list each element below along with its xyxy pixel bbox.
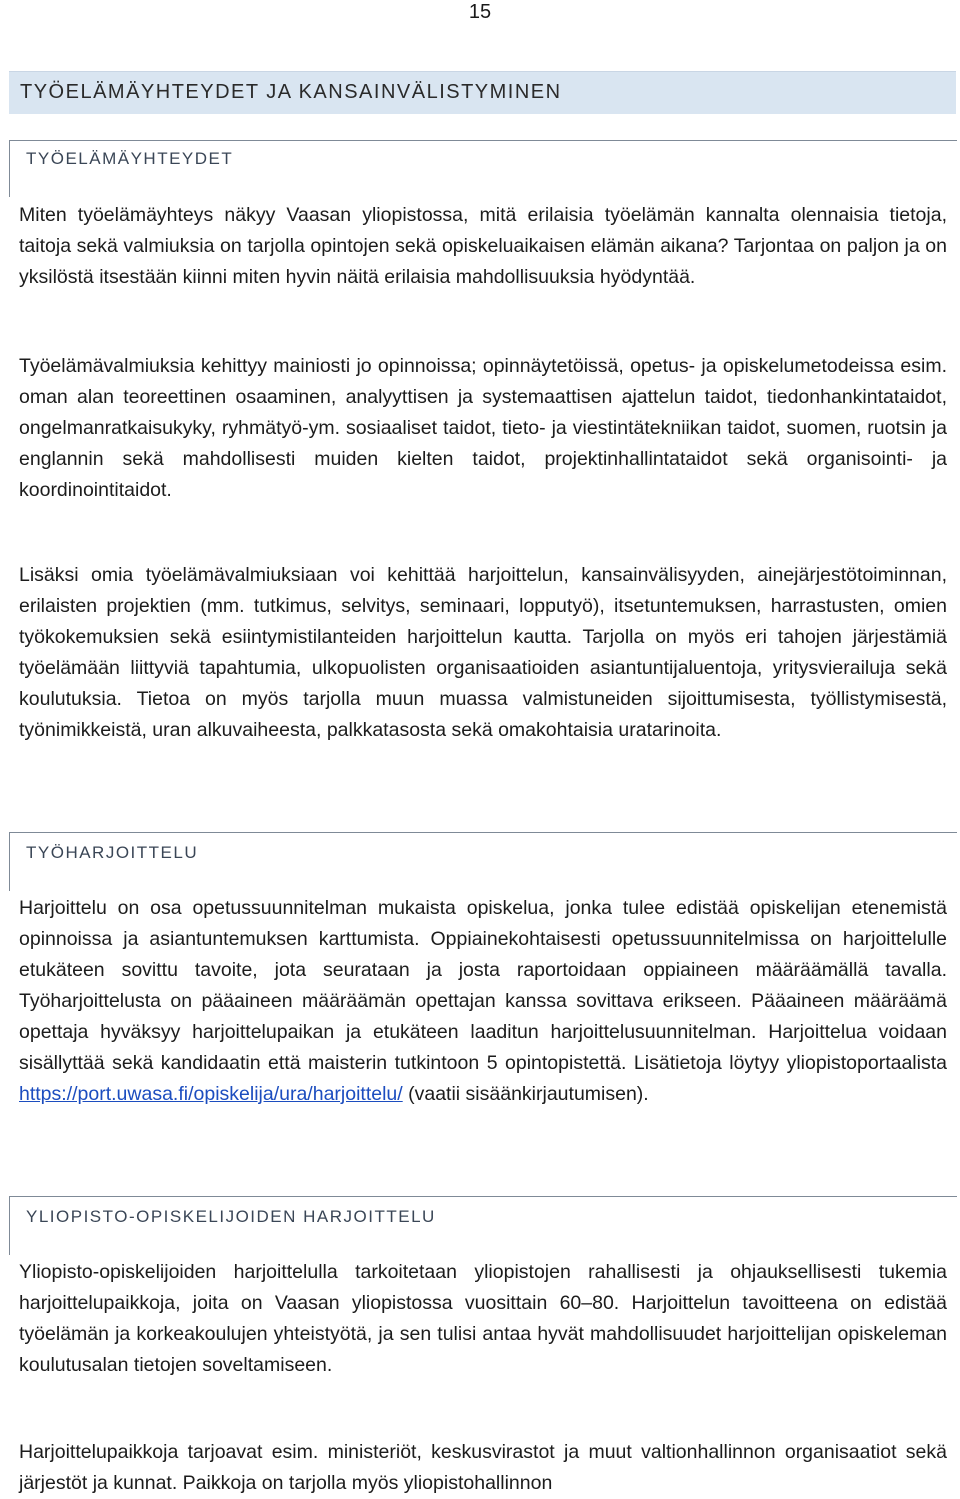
subsection-heading-tyoharjoittelu	[9, 832, 957, 891]
paragraph: Harjoittelupaikkoja tarjoavat esim. ministeriöt, keskusvirastot ja muut valtionhallinnon organisaatiot sekä järjestöt ja kunnat. Paikkoja on tarjolla myös yliopistohallinnon	[19, 1441, 947, 1494]
paragraph: Työelämävalmiuksia kehittyy mainiosti jo opinnoissa; opinnäytetöissä, opetus- ja opiskelumetodeissa esim. oman alan teoreettinen osaaminen, analyyttisen ja systemaattisen ajattelun taidot, tiedonhankintataidot, ongelmanratkaisukyky, ryhmätyö-ym. sosiaaliset taidot, tieto- ja viestintätekniikan taidot, suomen, ruotsin ja englannin sekä mahdollisesti muiden kielten taidot, projektinhallintataidot sekä organisointi- ja koordinointitaidot.	[19, 355, 947, 501]
main-heading-text: TYÖELÄMÄYHTEYDET JA KANSAINVÄLISTYMINEN	[20, 81, 562, 103]
paragraph	[19, 893, 947, 1110]
subsection-heading-text: TYÖELÄMÄYHTEYDET	[26, 149, 234, 168]
paragraph: Miten työelämäyhteys näkyy Vaasan yliopistossa, mitä erilaisia työelämän kannalta olennaisia tietoja, taitoja sekä valmiuksia on tarjolla opintojen sekä opiskeluaikaisen elämän aikana? Tarjontaa on paljon ja on yksilöstä itsestään kiinni miten hyvin näitä erilaisia mahdollisuuksia hyödyntää.	[19, 204, 947, 288]
paragraph-text: (vaatii sisäänkirjautumisen).	[402, 1083, 649, 1105]
subsection-heading-tyoelamayhteydet	[9, 140, 957, 197]
subsection-heading-text: YLIOPISTO-OPISKELIJOIDEN HARJOITTELU	[26, 1207, 436, 1226]
main-section-heading	[9, 71, 956, 114]
paragraph-text: Harjoittelu on osa opetussuunnitelman mukaista opiskelua, jonka tulee edistää opiskelijan etenemistä opinnoissa ja asiantuntemuksen karttumista. Oppiainekohtaisesti opetussuunnitelmissa on harjoittelulle etukäteen sovittu tavoite, jota seurataan ja josta raportoidaan oppiaineen määräämällä tavalla. Työharjoittelusta on pääaineen määräämän opettajan kanssa sovittava erikseen. Pääaineen määräämä opettaja hyväksyy harjoittelupaikan ja etukäteen laaditun harjoittelusuunnitelman. Harjoittelua voidaan sisällyttää sekä kandidaatin että maisterin tutkintoon 5 opintopistettä. Lisätietoja löytyy yliopistoportaalista	[19, 897, 947, 1074]
paragraph: Yliopisto-opiskelijoiden harjoittelulla tarkoitetaan yliopistojen rahallisesti ja ohjauksellisesti tukemia harjoittelupaikkoja, joita on Vaasan yliopistossa vuosittain 60–80. Harjoittelun tavoitteena on edistää työelämän ja korkeakoulujen yhteistyötä, ja sen tulisi antaa hyvät mahdollisuudet harjoittelijan opiskeleman koulutusalan tietojen soveltamiseen.	[19, 1261, 947, 1376]
page-number: 15	[468, 1, 492, 23]
paragraph: Lisäksi omia työelämävalmiuksiaan voi kehittää harjoittelun, kansainvälisyyden, ainejärjestötoiminnan, erilaisten projektien (mm. tutkimus, selvitys, seminaari, lopputyö), itsetuntemuksen, harrastusten, omien työkokemuksien sekä esiintymistilanteiden harjoittelun kautta. Tarjolla on myös eri tahojen järjestämiä työelämään liittyviä tapahtumia, ulkopuolisten organisaatioiden asiantuntijaluentoja, yritysvierailuja sekä koulutuksia. Tietoa on myös tarjolla muun muassa valmistuneiden sijoittumisesta, työllistymisestä, työnimikkeistä, uran alkuvaiheesta, palkkatasosta sekä omakohtaisia uratarinoita.	[19, 564, 947, 741]
subsection-heading-text: TYÖHARJOITTELU	[26, 843, 199, 862]
harjoittelu-portal-link[interactable]: https://port.uwasa.fi/opiskelija/ura/harjoittelu/	[19, 1083, 403, 1105]
subsection-heading-yliopisto-opiskelijoiden-harjoittelu	[9, 1196, 957, 1255]
